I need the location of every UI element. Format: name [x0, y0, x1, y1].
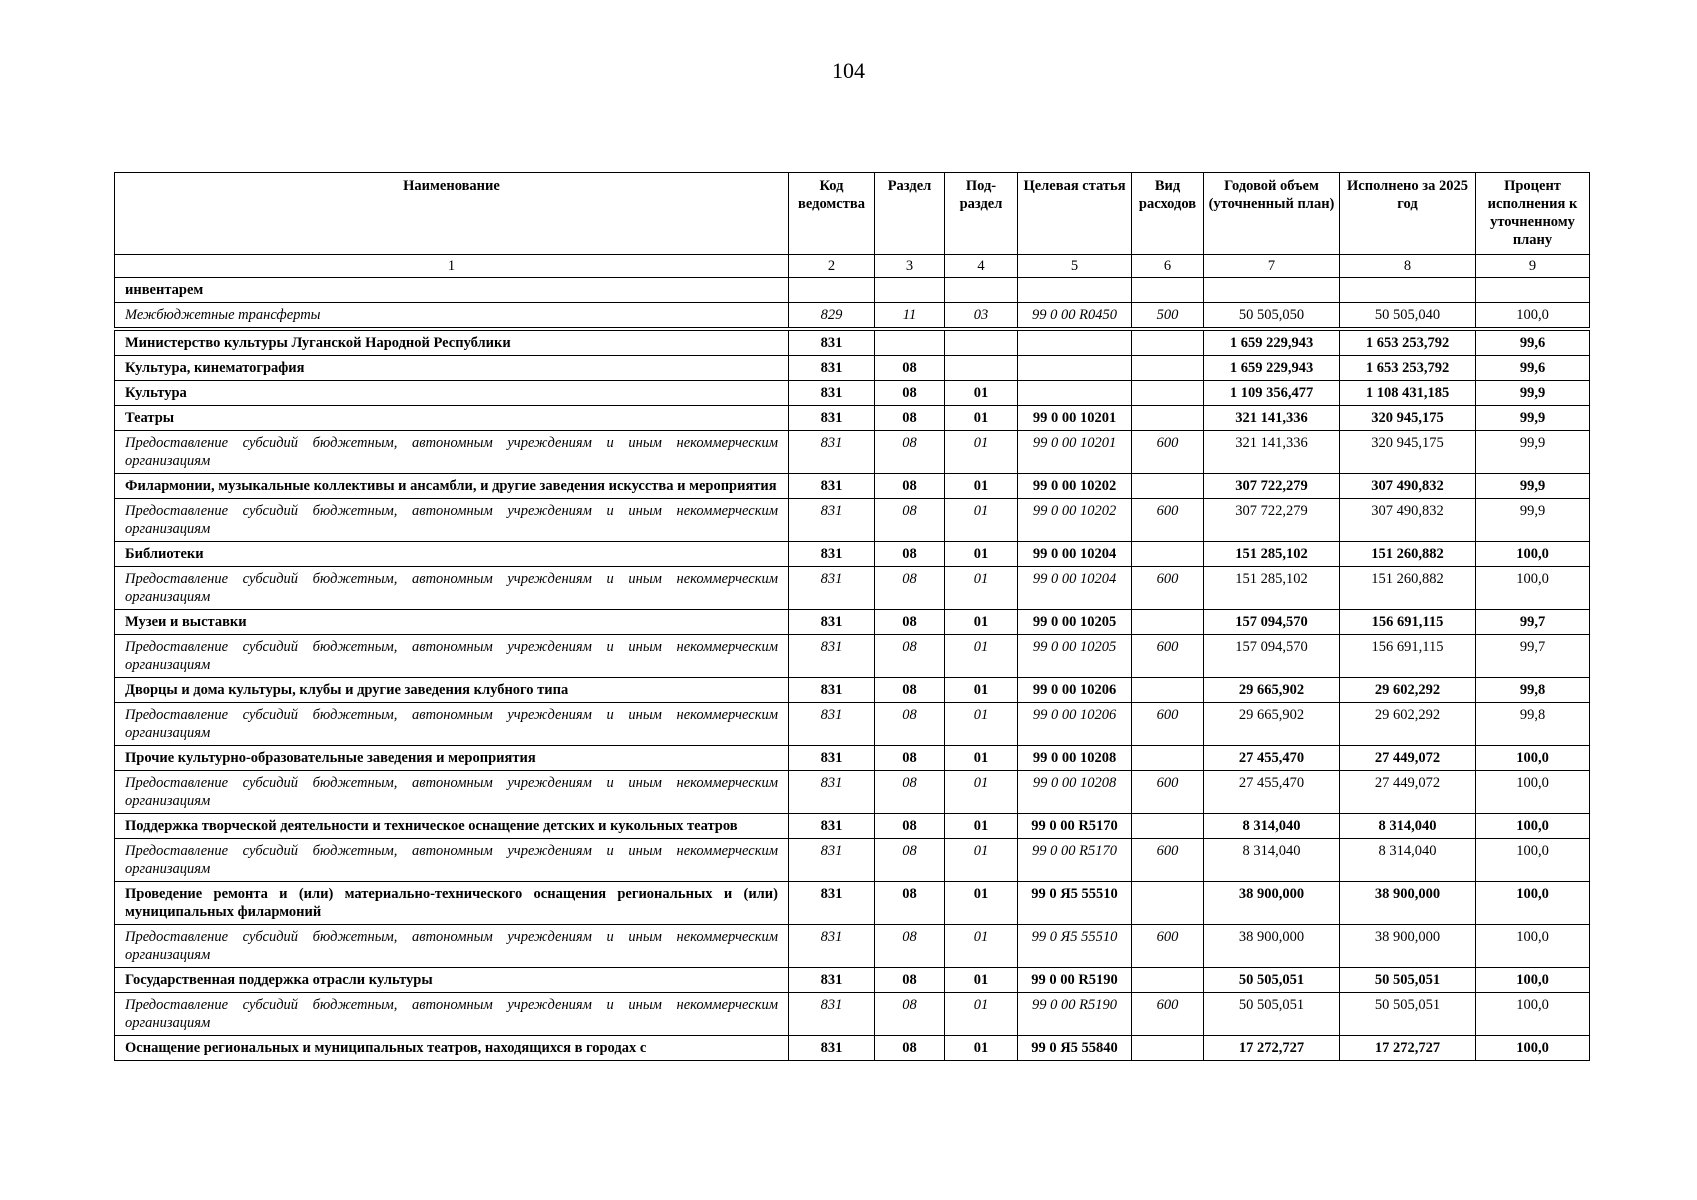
cell-annual-plan: 151 285,102 [1204, 567, 1340, 610]
table-row [115, 678, 1590, 703]
cell-annual-plan [1204, 278, 1340, 303]
cell-subsection: 01 [945, 567, 1018, 610]
cell-target-article: 99 0 00 10205 [1018, 610, 1132, 635]
cell-executed: 156 691,115 [1340, 635, 1476, 678]
column-number: 4 [945, 255, 1018, 278]
column-number-row [115, 255, 1590, 278]
cell-section: 08 [875, 406, 945, 431]
table-row [115, 329, 1590, 356]
cell-dept-code: 831 [789, 329, 875, 356]
cell-name: Предоставление субсидий бюджетным, автономным учреждениям и иным некоммерческим организациям [115, 771, 789, 814]
cell-subsection: 01 [945, 474, 1018, 499]
cell-expense-type: 600 [1132, 499, 1204, 542]
cell-subsection: 01 [945, 635, 1018, 678]
table-row [115, 499, 1590, 542]
cell-section: 08 [875, 814, 945, 839]
cell-name: инвентарем [115, 278, 789, 303]
cell-percent: 99,9 [1476, 381, 1590, 406]
cell-subsection: 01 [945, 771, 1018, 814]
cell-subsection: 03 [945, 303, 1018, 330]
table-row [115, 542, 1590, 567]
cell-section [875, 278, 945, 303]
cell-percent: 99,9 [1476, 474, 1590, 499]
table-row [115, 746, 1590, 771]
cell-expense-type: 600 [1132, 771, 1204, 814]
cell-target-article: 99 0 00 10204 [1018, 542, 1132, 567]
header-annual-plan: Годовой объем (уточненный план) [1204, 173, 1340, 255]
cell-target-article [1018, 329, 1132, 356]
cell-target-article: 99 0 00 10202 [1018, 474, 1132, 499]
cell-percent: 100,0 [1476, 839, 1590, 882]
cell-target-article: 99 0 00 10201 [1018, 431, 1132, 474]
table-row [115, 925, 1590, 968]
cell-name: Предоставление субсидий бюджетным, автономным учреждениям и иным некоммерческим организациям [115, 925, 789, 968]
cell-subsection: 01 [945, 406, 1018, 431]
cell-executed: 27 449,072 [1340, 746, 1476, 771]
cell-target-article: 99 0 00 R5170 [1018, 814, 1132, 839]
cell-percent: 99,6 [1476, 329, 1590, 356]
table-row [115, 968, 1590, 993]
cell-expense-type [1132, 406, 1204, 431]
cell-dept-code: 831 [789, 925, 875, 968]
cell-dept-code: 831 [789, 814, 875, 839]
cell-annual-plan: 38 900,000 [1204, 882, 1340, 925]
cell-expense-type [1132, 329, 1204, 356]
cell-expense-type [1132, 1036, 1204, 1061]
cell-percent: 100,0 [1476, 303, 1590, 330]
cell-name: Предоставление субсидий бюджетным, автономным учреждениям и иным некоммерческим организациям [115, 635, 789, 678]
cell-dept-code: 831 [789, 356, 875, 381]
cell-executed: 27 449,072 [1340, 771, 1476, 814]
cell-dept-code: 831 [789, 882, 875, 925]
cell-annual-plan: 151 285,102 [1204, 542, 1340, 567]
cell-expense-type: 600 [1132, 839, 1204, 882]
header-percent: Процент исполнения к уточненному плану [1476, 173, 1590, 255]
cell-annual-plan: 157 094,570 [1204, 610, 1340, 635]
cell-name: Предоставление субсидий бюджетным, автономным учреждениям и иным некоммерческим организациям [115, 431, 789, 474]
cell-name: Дворцы и дома культуры, клубы и другие заведения клубного типа [115, 678, 789, 703]
cell-dept-code: 831 [789, 406, 875, 431]
cell-percent: 100,0 [1476, 882, 1590, 925]
cell-section: 08 [875, 381, 945, 406]
cell-target-article: 99 0 00 R5190 [1018, 993, 1132, 1036]
cell-dept-code: 831 [789, 678, 875, 703]
cell-section: 08 [875, 610, 945, 635]
cell-expense-type: 600 [1132, 635, 1204, 678]
table-row [115, 814, 1590, 839]
cell-section: 08 [875, 567, 945, 610]
header-subsection: Под- раздел [945, 173, 1018, 255]
cell-executed: 50 505,040 [1340, 303, 1476, 330]
column-number: 2 [789, 255, 875, 278]
cell-executed: 320 945,175 [1340, 406, 1476, 431]
cell-annual-plan: 1 659 229,943 [1204, 356, 1340, 381]
cell-section: 08 [875, 925, 945, 968]
cell-name: Культура [115, 381, 789, 406]
cell-section: 08 [875, 635, 945, 678]
cell-percent: 100,0 [1476, 993, 1590, 1036]
table-row [115, 356, 1590, 381]
cell-annual-plan: 8 314,040 [1204, 814, 1340, 839]
table-row [115, 839, 1590, 882]
cell-subsection [945, 278, 1018, 303]
column-number: 8 [1340, 255, 1476, 278]
cell-percent: 99,8 [1476, 678, 1590, 703]
cell-annual-plan: 1 659 229,943 [1204, 329, 1340, 356]
cell-section: 08 [875, 474, 945, 499]
table-row [115, 431, 1590, 474]
cell-expense-type: 600 [1132, 993, 1204, 1036]
cell-subsection: 01 [945, 968, 1018, 993]
table-row [115, 635, 1590, 678]
cell-subsection: 01 [945, 814, 1018, 839]
cell-subsection: 01 [945, 499, 1018, 542]
cell-expense-type [1132, 278, 1204, 303]
cell-section: 08 [875, 499, 945, 542]
cell-annual-plan: 17 272,727 [1204, 1036, 1340, 1061]
cell-percent: 99,8 [1476, 703, 1590, 746]
cell-expense-type [1132, 356, 1204, 381]
cell-expense-type [1132, 882, 1204, 925]
column-number: 1 [115, 255, 789, 278]
cell-executed: 1 653 253,792 [1340, 329, 1476, 356]
column-number: 9 [1476, 255, 1590, 278]
cell-name: Предоставление субсидий бюджетным, автономным учреждениям и иным некоммерческим организациям [115, 703, 789, 746]
cell-dept-code: 831 [789, 993, 875, 1036]
table-row [115, 771, 1590, 814]
cell-dept-code: 831 [789, 771, 875, 814]
cell-percent: 100,0 [1476, 814, 1590, 839]
cell-name: Межбюджетные трансферты [115, 303, 789, 330]
cell-name: Музеи и выставки [115, 610, 789, 635]
cell-percent: 100,0 [1476, 567, 1590, 610]
cell-executed: 151 260,882 [1340, 567, 1476, 610]
cell-executed: 8 314,040 [1340, 839, 1476, 882]
cell-expense-type [1132, 474, 1204, 499]
cell-executed [1340, 278, 1476, 303]
cell-percent: 100,0 [1476, 771, 1590, 814]
cell-percent: 99,9 [1476, 406, 1590, 431]
cell-section: 11 [875, 303, 945, 330]
cell-subsection: 01 [945, 839, 1018, 882]
page-number: 104 [832, 58, 865, 83]
cell-dept-code: 831 [789, 635, 875, 678]
cell-dept-code: 831 [789, 746, 875, 771]
cell-annual-plan: 1 109 356,477 [1204, 381, 1340, 406]
cell-name: Проведение ремонта и (или) материально-технического оснащения региональных и (или) муниципальных филармоний [115, 882, 789, 925]
cell-expense-type [1132, 968, 1204, 993]
cell-subsection: 01 [945, 703, 1018, 746]
table-row [115, 567, 1590, 610]
cell-executed: 50 505,051 [1340, 968, 1476, 993]
cell-target-article: 99 0 00 10202 [1018, 499, 1132, 542]
cell-name: Культура, кинематография [115, 356, 789, 381]
table-row [115, 381, 1590, 406]
column-number: 7 [1204, 255, 1340, 278]
cell-dept-code: 831 [789, 839, 875, 882]
cell-annual-plan: 307 722,279 [1204, 474, 1340, 499]
cell-annual-plan: 27 455,470 [1204, 771, 1340, 814]
cell-name: Театры [115, 406, 789, 431]
cell-annual-plan: 157 094,570 [1204, 635, 1340, 678]
cell-name: Поддержка творческой деятельности и техническое оснащение детских и кукольных театров [115, 814, 789, 839]
cell-percent: 100,0 [1476, 968, 1590, 993]
cell-subsection: 01 [945, 431, 1018, 474]
cell-percent: 99,7 [1476, 635, 1590, 678]
column-number: 5 [1018, 255, 1132, 278]
cell-percent [1476, 278, 1590, 303]
cell-name: Предоставление субсидий бюджетным, автономным учреждениям и иным некоммерческим организациям [115, 499, 789, 542]
cell-executed: 8 314,040 [1340, 814, 1476, 839]
cell-annual-plan: 50 505,050 [1204, 303, 1340, 330]
cell-executed: 151 260,882 [1340, 542, 1476, 567]
cell-section: 08 [875, 968, 945, 993]
cell-target-article: 99 0 00 10208 [1018, 746, 1132, 771]
cell-target-article: 99 0 00 10206 [1018, 703, 1132, 746]
cell-dept-code: 831 [789, 567, 875, 610]
header-section: Раздел [875, 173, 945, 255]
cell-dept-code: 831 [789, 381, 875, 406]
cell-annual-plan: 50 505,051 [1204, 993, 1340, 1036]
header-target-article: Целевая статья [1018, 173, 1132, 255]
cell-target-article: 99 0 00 R0450 [1018, 303, 1132, 330]
cell-target-article [1018, 278, 1132, 303]
cell-subsection: 01 [945, 746, 1018, 771]
cell-executed: 1 108 431,185 [1340, 381, 1476, 406]
cell-percent: 100,0 [1476, 746, 1590, 771]
cell-executed: 50 505,051 [1340, 993, 1476, 1036]
cell-dept-code: 831 [789, 474, 875, 499]
cell-expense-type [1132, 814, 1204, 839]
cell-annual-plan: 38 900,000 [1204, 925, 1340, 968]
cell-section: 08 [875, 993, 945, 1036]
cell-section: 08 [875, 356, 945, 381]
cell-expense-type [1132, 381, 1204, 406]
cell-name: Министерство культуры Луганской Народной Республики [115, 329, 789, 356]
cell-dept-code [789, 278, 875, 303]
cell-name: Филармонии, музыкальные коллективы и ансамбли, и другие заведения искусства и мероприятия [115, 474, 789, 499]
table-row [115, 703, 1590, 746]
cell-dept-code: 831 [789, 542, 875, 567]
cell-dept-code: 831 [789, 703, 875, 746]
cell-section [875, 329, 945, 356]
table-row [115, 278, 1590, 303]
cell-expense-type: 600 [1132, 431, 1204, 474]
cell-executed: 17 272,727 [1340, 1036, 1476, 1061]
table-row [115, 1036, 1590, 1061]
table-row [115, 882, 1590, 925]
table-body [115, 255, 1590, 1061]
cell-percent: 99,9 [1476, 431, 1590, 474]
cell-executed: 38 900,000 [1340, 925, 1476, 968]
column-number: 3 [875, 255, 945, 278]
cell-target-article: 99 0 00 10205 [1018, 635, 1132, 678]
cell-target-article: 99 0 Я5 55840 [1018, 1036, 1132, 1061]
column-number: 6 [1132, 255, 1204, 278]
cell-target-article: 99 0 00 10204 [1018, 567, 1132, 610]
cell-target-article: 99 0 Я5 55510 [1018, 925, 1132, 968]
cell-subsection [945, 356, 1018, 381]
cell-name: Предоставление субсидий бюджетным, автономным учреждениям и иным некоммерческим организациям [115, 839, 789, 882]
table-header-row [115, 173, 1590, 255]
cell-dept-code: 831 [789, 431, 875, 474]
cell-percent: 100,0 [1476, 1036, 1590, 1061]
cell-subsection: 01 [945, 1036, 1018, 1061]
cell-section: 08 [875, 678, 945, 703]
cell-name: Прочие культурно-образовательные заведения и мероприятия [115, 746, 789, 771]
cell-expense-type [1132, 610, 1204, 635]
cell-name: Предоставление субсидий бюджетным, автономным учреждениям и иным некоммерческим организациям [115, 567, 789, 610]
cell-target-article: 99 0 00 R5170 [1018, 839, 1132, 882]
header-dept-code: Код ведомства [789, 173, 875, 255]
cell-annual-plan: 50 505,051 [1204, 968, 1340, 993]
cell-expense-type [1132, 678, 1204, 703]
cell-section: 08 [875, 542, 945, 567]
cell-subsection: 01 [945, 542, 1018, 567]
cell-annual-plan: 307 722,279 [1204, 499, 1340, 542]
cell-section: 08 [875, 1036, 945, 1061]
header-name: Наименование [115, 173, 789, 255]
table-row [115, 303, 1590, 330]
cell-section: 08 [875, 771, 945, 814]
cell-expense-type: 600 [1132, 567, 1204, 610]
cell-percent: 99,6 [1476, 356, 1590, 381]
cell-executed: 156 691,115 [1340, 610, 1476, 635]
cell-subsection: 01 [945, 610, 1018, 635]
cell-section: 08 [875, 703, 945, 746]
cell-name: Оснащение региональных и муниципальных театров, находящихся в городах с [115, 1036, 789, 1061]
cell-name: Предоставление субсидий бюджетным, автономным учреждениям и иным некоммерческим организациям [115, 993, 789, 1036]
cell-annual-plan: 321 141,336 [1204, 431, 1340, 474]
cell-target-article [1018, 356, 1132, 381]
cell-section: 08 [875, 882, 945, 925]
cell-subsection: 01 [945, 882, 1018, 925]
cell-expense-type [1132, 542, 1204, 567]
cell-executed: 29 602,292 [1340, 703, 1476, 746]
cell-expense-type: 600 [1132, 925, 1204, 968]
table-row [115, 993, 1590, 1036]
cell-percent: 99,7 [1476, 610, 1590, 635]
cell-section: 08 [875, 746, 945, 771]
cell-subsection: 01 [945, 381, 1018, 406]
cell-expense-type: 500 [1132, 303, 1204, 330]
cell-dept-code: 831 [789, 610, 875, 635]
cell-percent: 99,9 [1476, 499, 1590, 542]
cell-name: Библиотеки [115, 542, 789, 567]
cell-dept-code: 829 [789, 303, 875, 330]
cell-subsection: 01 [945, 925, 1018, 968]
header-executed: Исполнено за 2025 год [1340, 173, 1476, 255]
cell-subsection: 01 [945, 678, 1018, 703]
cell-target-article: 99 0 00 R5190 [1018, 968, 1132, 993]
cell-name: Государственная поддержка отрасли культуры [115, 968, 789, 993]
cell-annual-plan: 8 314,040 [1204, 839, 1340, 882]
cell-annual-plan: 321 141,336 [1204, 406, 1340, 431]
cell-expense-type: 600 [1132, 703, 1204, 746]
cell-dept-code: 831 [789, 968, 875, 993]
cell-executed: 29 602,292 [1340, 678, 1476, 703]
cell-executed: 38 900,000 [1340, 882, 1476, 925]
cell-annual-plan: 29 665,902 [1204, 678, 1340, 703]
cell-percent: 100,0 [1476, 925, 1590, 968]
table-row [115, 406, 1590, 431]
cell-section: 08 [875, 839, 945, 882]
cell-annual-plan: 29 665,902 [1204, 703, 1340, 746]
cell-subsection [945, 329, 1018, 356]
cell-percent: 100,0 [1476, 542, 1590, 567]
cell-target-article: 99 0 00 10206 [1018, 678, 1132, 703]
cell-target-article: 99 0 00 10208 [1018, 771, 1132, 814]
cell-annual-plan: 27 455,470 [1204, 746, 1340, 771]
cell-executed: 1 653 253,792 [1340, 356, 1476, 381]
budget-table [114, 172, 1590, 1061]
header-expense-type: Вид расходов [1132, 173, 1204, 255]
cell-dept-code: 831 [789, 1036, 875, 1061]
cell-executed: 307 490,832 [1340, 499, 1476, 542]
cell-expense-type [1132, 746, 1204, 771]
cell-target-article: 99 0 00 10201 [1018, 406, 1132, 431]
cell-target-article: 99 0 Я5 55510 [1018, 882, 1132, 925]
cell-section: 08 [875, 431, 945, 474]
table-row [115, 610, 1590, 635]
cell-subsection: 01 [945, 993, 1018, 1036]
cell-executed: 320 945,175 [1340, 431, 1476, 474]
table-row [115, 474, 1590, 499]
cell-dept-code: 831 [789, 499, 875, 542]
cell-executed: 307 490,832 [1340, 474, 1476, 499]
cell-target-article [1018, 381, 1132, 406]
